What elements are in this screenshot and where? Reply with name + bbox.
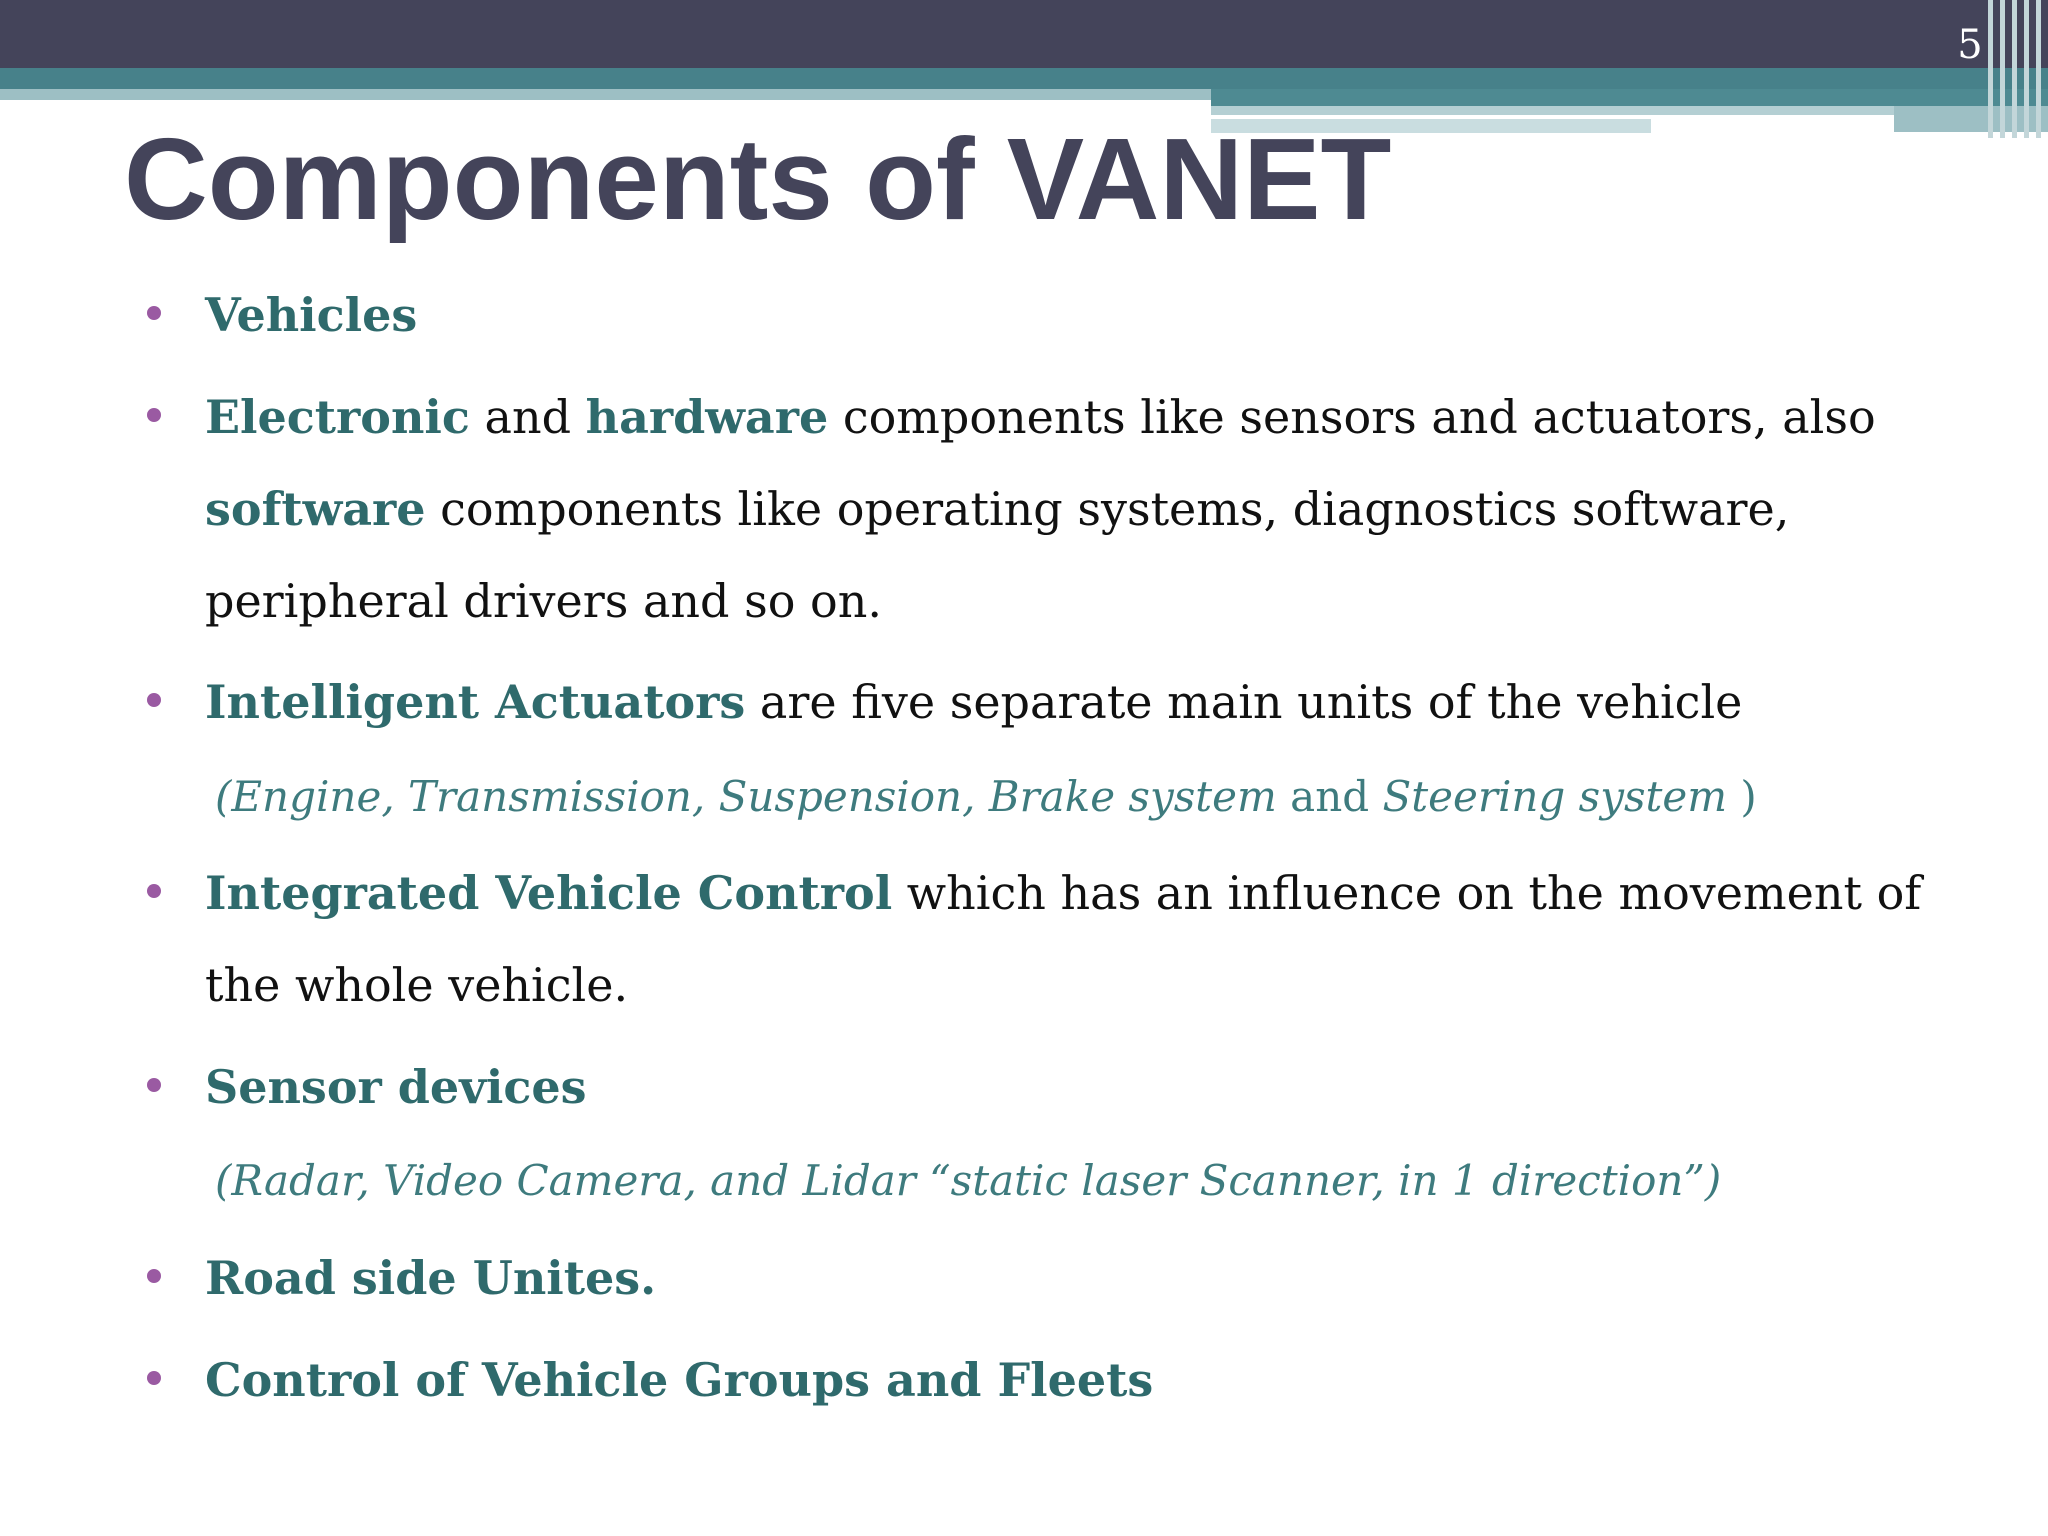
text: ) [1727,772,1757,821]
text: Steering system [1382,772,1728,821]
keyword: Intelligent Actuators [205,675,746,729]
text: and [1276,772,1383,821]
bullet-icon [147,1078,161,1092]
text: the whole vehicle. [205,958,629,1012]
keyword: Vehicles [205,288,418,342]
list-item-actuators [205,675,1743,729]
keyword: Electronic [205,390,470,444]
bullet-icon [147,306,161,320]
text: and [469,390,586,444]
list-item-subnote [215,1156,1722,1205]
keyword: hardware [585,390,829,444]
text: components like sensors and actuators, also [828,390,1876,444]
list-item-continuation [205,482,1790,536]
keyword: Integrated Vehicle Control [205,866,893,920]
list-item-fleets [205,1353,1154,1407]
text: peripheral drivers and so on. [205,574,882,628]
bullet-icon [147,884,161,898]
text: components like operating systems, diagnostics software, [425,482,1790,536]
text: are five separate main units of the vehicle [745,675,1743,729]
keyword: Sensor devices [205,1060,587,1114]
keyword: Control of Vehicle Groups and Fleets [205,1353,1154,1407]
list-item-vehicles [205,288,418,342]
keyword: Road side Unites. [205,1251,657,1305]
list-item-ivc [205,866,1922,920]
list-item-rsu [205,1251,657,1305]
bullet-icon [147,693,161,707]
list-item-continuation [205,958,629,1012]
bullet-icon [147,1371,161,1385]
slide-title: Components of VANET [124,114,1392,244]
text: (Engine, Transmission, Suspension, Brake system [215,772,1277,821]
slide-number: 5 [1957,22,1983,68]
list-item-electronic [205,390,1876,444]
text: which has an influence on the movement of [892,866,1922,920]
list-item-subnote [215,772,1757,821]
keyword: software [205,482,426,536]
list-item-sensors [205,1060,587,1114]
text: (Radar, Video Camera, and Lidar “static laser Scanner, in 1 direction”) [215,1156,1722,1205]
bullet-icon [147,1269,161,1283]
bullet-icon [147,408,161,422]
list-item-continuation [205,574,882,628]
